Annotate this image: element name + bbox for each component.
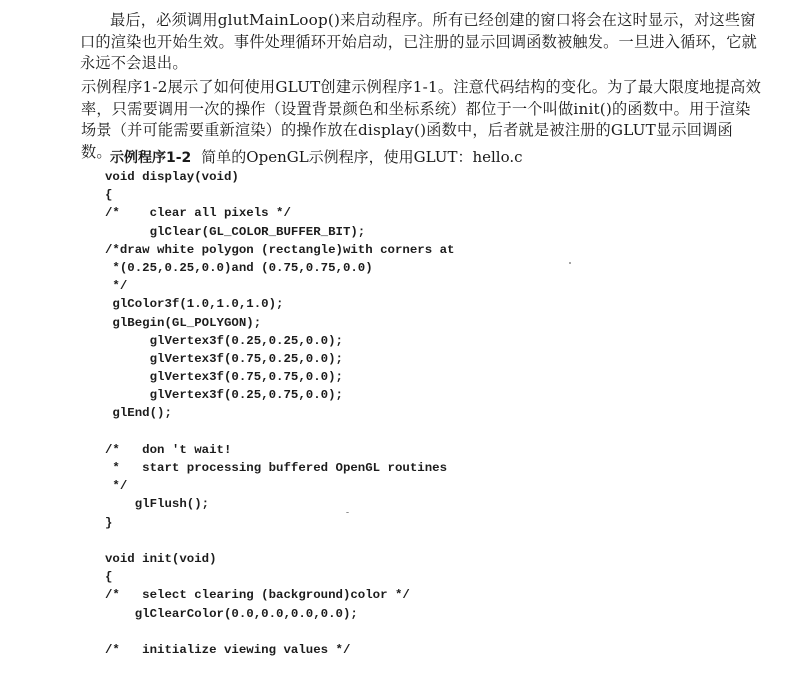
code-line: * start processing buffered OpenGL routines [105,461,448,475]
scan-speck [346,512,349,513]
code-line: void init(void) [105,551,217,566]
code-line: } [105,515,113,530]
code-caption [110,146,523,167]
code-line: glClearColor(0.0,0.0,0.0,0.0); [105,606,358,621]
code-line: glVertex3f(0.25,0.25,0.0); [105,333,343,348]
caption-text: 简单的OpenGL示例程序，使用GLUT：hello.c [201,148,523,166]
caption-label: 示例程序1-2 [110,150,192,166]
code-line: /*draw white polygon (rectangle)with corners at [105,242,455,257]
code-line: { [105,188,113,203]
code-line: glClear(GL_COLOR_BUFFER_BIT); [105,224,366,239]
code-line [105,532,454,550]
paragraph-example-intro: 示例程序1-2展示了如何使用GLUT创建示例程序1-1。注意代码结构的变化。为了最大限度地提高效率，只需要调用一次的操作（设置背景颜色和坐标系统）都位于一个叫做init()的函数中。用于渲染场景（并可能需要重新渲染）的操作放在display()函数中，后者就是被注册的GLUT显示回调函数。 [81,78,761,161]
code-line: { [105,570,113,585]
code-line: glFlush(); [105,497,210,512]
code-line: glColor3f(1.0,1.0,1.0); [105,297,284,312]
scan-speck [569,262,571,264]
code-line: /* clear all pixels */ [105,206,291,221]
code-line: glVertex3f(0.25,0.75,0.0); [105,388,343,403]
code-line: */ [105,479,128,494]
code-line [105,623,454,641]
code-line: void display(void) [105,170,239,184]
code-listing [105,168,454,677]
code-line: /* initialize viewing values */ [105,642,351,657]
code-line: glVertex3f(0.75,0.25,0.0); [105,351,343,366]
code-line [105,423,454,441]
code-line: glVertex3f(0.75,0.75,0.0); [105,370,343,385]
code-line: */ [105,279,128,294]
code-line: *(0.25,0.25,0.0)and (0.75,0.75,0.0) [105,260,373,275]
code-line: /* select clearing (background)color */ [105,588,410,603]
paragraph-mainloop: 最后，必须调用glutMainLoop()来启动程序。所有已经创建的窗口将会在这时显示，对这些窗口的渲染也开始生效。事件处理循环开始启动，已注册的显示回调函数被触发。一旦进入循环，它就永远不会退出。 [80,11,758,72]
code-line: /* don 't wait! [105,442,232,457]
code-line: glBegin(GL_POLYGON); [105,315,262,330]
code-line: glEnd(); [105,406,172,421]
